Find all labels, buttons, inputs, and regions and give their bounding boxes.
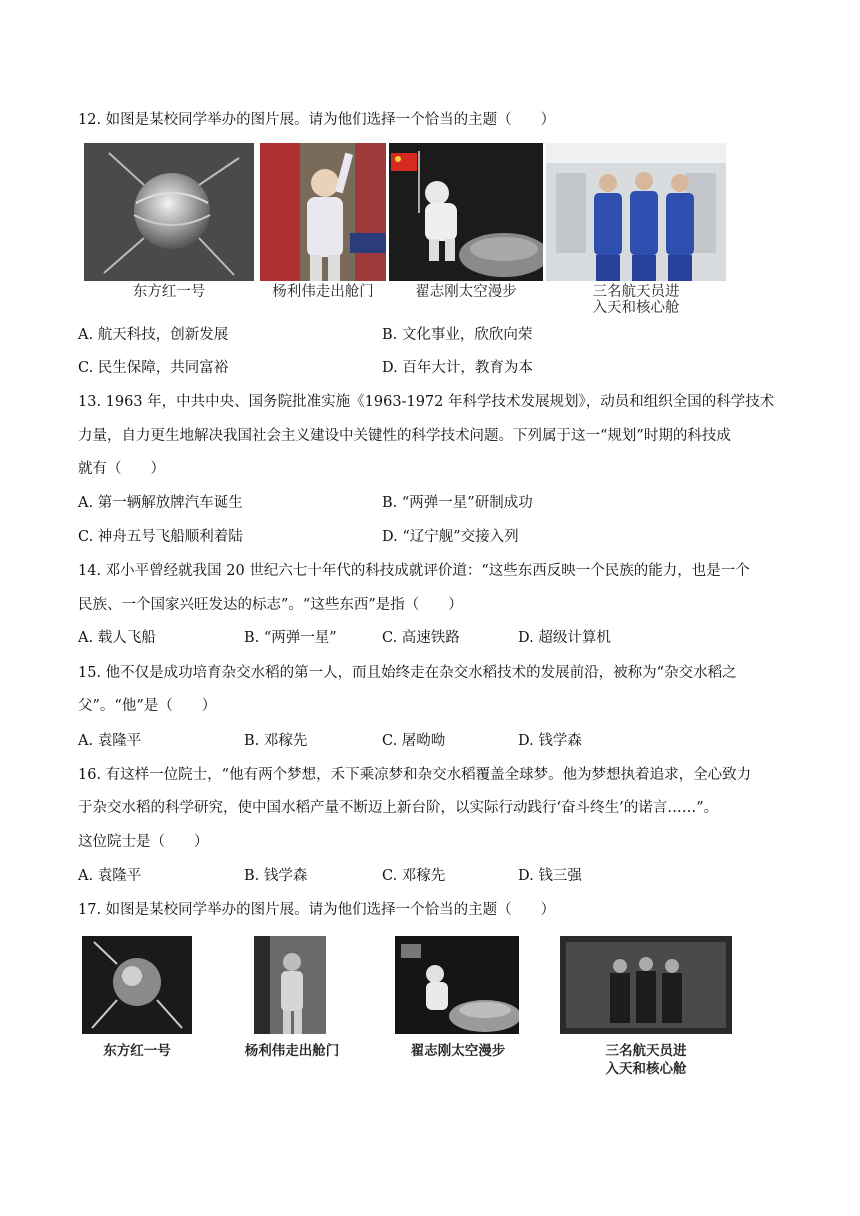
astronaut-photo (260, 143, 386, 281)
q16-option-a[interactable]: A. 袁隆平 (78, 868, 142, 884)
q16-stem-1: 16. 有这样一位院士，“他有两个梦想，禾下乘凉梦和杂交水稻覆盖全球梦。他为梦想执着追求，全心致力 (78, 767, 752, 783)
q17-caption-1: 东方红一号 (103, 1043, 171, 1059)
q14-option-d[interactable]: D. 超级计算机 (518, 630, 611, 646)
q13-option-c[interactable]: C. 神舟五号飞船顺利着陆 (78, 529, 243, 545)
satellite-bw-photo (82, 936, 192, 1034)
q13-stem-2: 力量，自力更生地解决我国社会主义建设中关键性的科学技术问题。下列属于这一“规划”时期的科技成 (78, 428, 731, 444)
q13-option-d[interactable]: D. “辽宁舰”交接入列 (382, 529, 519, 545)
q14-stem-1: 14. 邓小平曾经就我国 20 世纪六七十年代的科技成就评价道：“这些东西反映一个民族的能力，也是一个 (78, 563, 750, 579)
q12-caption-4a: 三名航天员进 (592, 284, 680, 300)
q17-caption-2: 杨利伟走出舱门 (244, 1043, 340, 1059)
q15-option-c[interactable]: C. 屠呦呦 (382, 733, 446, 749)
three-astronauts-photo (546, 143, 726, 281)
q13-stem-1: 13. 1963 年，中共中央、国务院批准实施《1963-1972 年科学技术发展规划》，动员和组织全国的科学技术 (78, 394, 775, 410)
q14-option-b[interactable]: B. “两弹一星” (244, 630, 337, 646)
q16-stem-3: 这位院士是（ ） (78, 834, 209, 850)
q12-option-c[interactable]: C. 民生保障，共同富裕 (78, 360, 229, 376)
q17-caption-3: 翟志刚太空漫步 (410, 1043, 506, 1059)
q12-option-b[interactable]: B. 文化事业，欣欣向荣 (382, 327, 533, 343)
q12-caption-3: 翟志刚太空漫步 (415, 284, 517, 300)
q13-option-a[interactable]: A. 第一辆解放牌汽车诞生 (78, 495, 243, 511)
astronaut-bw-photo (254, 936, 326, 1034)
q14-option-a[interactable]: A. 载人飞船 (78, 630, 156, 646)
satellite-photo (84, 143, 254, 281)
q16-option-d[interactable]: D. 钱三强 (518, 868, 582, 884)
q12-option-a[interactable]: A. 航天科技，创新发展 (78, 327, 229, 343)
q15-stem-1: 15. 他不仅是成功培育杂交水稻的第一人，而且始终走在杂交水稻技术的发展前沿，被称为“杂交水稻之 (78, 665, 737, 681)
spacewalk-photo (389, 143, 543, 281)
three-astronauts-bw-photo (560, 936, 732, 1034)
q14-stem-2: 民族、一个国家兴旺发达的标志”。“这些东西”是指（ ） (78, 597, 463, 613)
q14-option-c[interactable]: C. 高速铁路 (382, 630, 460, 646)
spacewalk-bw-photo (395, 936, 519, 1034)
q12-stem: 12. 如图是某校同学举办的图片展。请为他们选择一个恰当的主题（ ） (78, 112, 556, 128)
q16-stem-2: 于杂交水稻的科学研究，使中国水稻产量不断迈上新台阶，以实际行动践行‘奋斗终生’的诺言……”。 (78, 800, 719, 816)
q16-option-c[interactable]: C. 邓稼先 (382, 868, 446, 884)
q13-stem-3: 就有（ ） (78, 461, 165, 477)
q12-option-d[interactable]: D. 百年大计，教育为本 (382, 360, 533, 376)
q15-stem-2: 父”。“他”是（ ） (78, 698, 217, 714)
q15-option-d[interactable]: D. 钱学森 (518, 733, 582, 749)
q15-option-a[interactable]: A. 袁隆平 (78, 733, 142, 749)
q17-caption-4b: 入天和核心舱 (605, 1061, 687, 1077)
q16-option-b[interactable]: B. 钱学森 (244, 868, 308, 884)
q17-stem: 17. 如图是某校同学举办的图片展。请为他们选择一个恰当的主题（ ） (78, 902, 556, 918)
q13-option-b[interactable]: B. “两弹一星”研制成功 (382, 495, 533, 511)
q17-caption-4a: 三名航天员进 (605, 1043, 687, 1059)
q12-caption-4b: 入天和核心舱 (592, 300, 680, 316)
q15-option-b[interactable]: B. 邓稼先 (244, 733, 308, 749)
q12-caption-1: 东方红一号 (132, 284, 206, 300)
q12-caption-2: 杨利伟走出舱门 (272, 284, 374, 300)
